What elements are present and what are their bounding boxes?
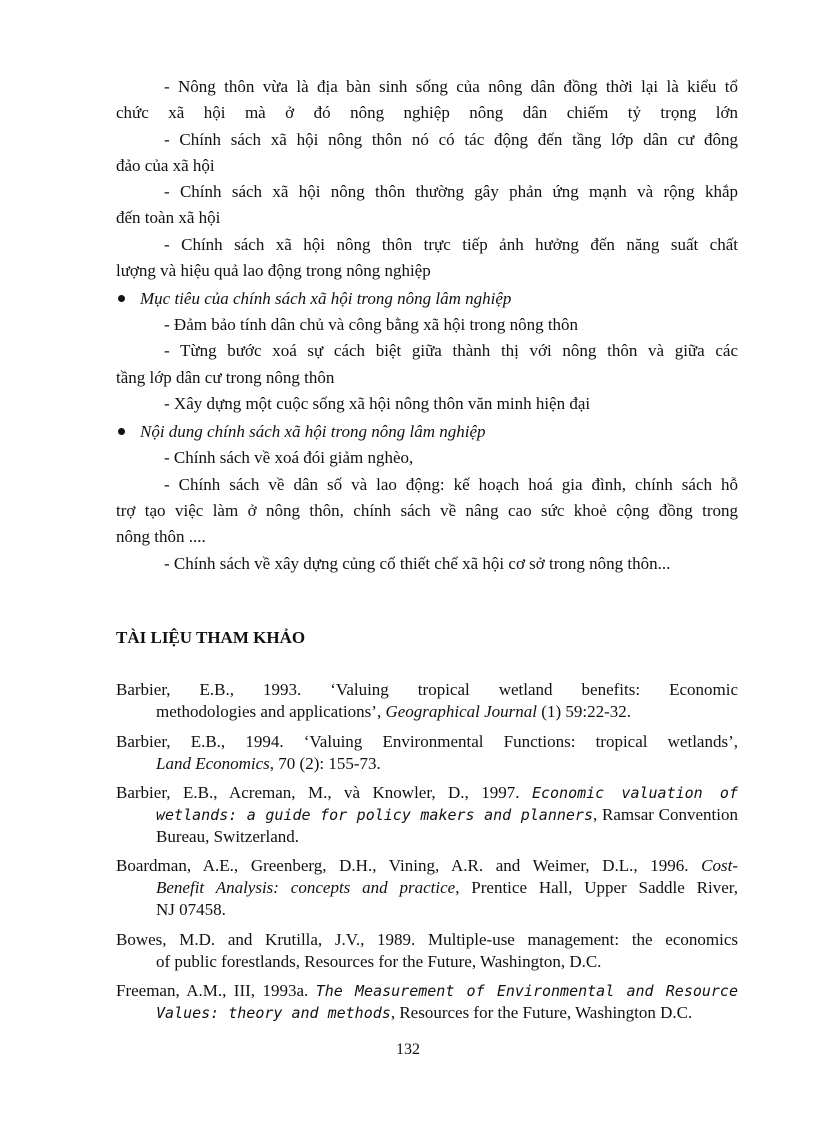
bullet-icon (118, 428, 125, 435)
paragraph-line: - Chính sách về xây dựng củng cố thiết chế xã hội cơ sở trong nông thôn... (164, 554, 671, 573)
reference-line: Barbier, E.B., Acreman, M., và Knowler, D., 1997. Economic valuation of (116, 783, 738, 802)
paragraph-line: - Xây dựng một cuộc sống xã hội nông thôn văn minh hiện đại (164, 394, 591, 413)
paragraph-line: - Chính sách về xoá đói giảm nghèo, (164, 448, 414, 467)
bullet-text: Mục tiêu của chính sách xã hội trong nông lâm nghiệp (140, 289, 512, 308)
reference-line: methodologies and applications’, Geographical Journal (1) 59:22-32. (156, 702, 631, 721)
reference-line: Barbier, E.B., 1993. ‘Valuing tropical wetland benefits: Economic (116, 680, 738, 699)
paragraph-line: tầng lớp dân cư trong nông thôn (116, 368, 335, 387)
reference-line: wetlands: a guide for policy makers and planners, Ramsar Convention (156, 805, 738, 824)
references-heading: TÀI LIỆU THAM KHẢO (116, 628, 306, 647)
reference-line: Benefit Analysis: concepts and practice, Prentice Hall, Upper Saddle River, (156, 878, 738, 897)
bullet-icon (118, 295, 125, 302)
reference-line: of public forestlands, Resources for the Future, Washington, D.C. (156, 952, 602, 971)
reference-line: Barbier, E.B., 1994. ‘Valuing Environmental Functions: tropical wetlands’, (116, 732, 738, 751)
bullet-text: Nội dung chính sách xã hội trong nông lâm nghiệp (140, 422, 486, 441)
reference-line: Bowes, M.D. and Krutilla, J.V., 1989. Multiple-use management: the economics (116, 930, 738, 949)
paragraph-line: - Chính sách xã hội nông thôn nó có tác động đến tầng lớp dân cư đông (164, 130, 738, 149)
reference-line: Boardman, A.E., Greenberg, D.H., Vining, A.R. and Weimer, D.L., 1996. Cost- (116, 856, 738, 875)
paragraph-line: trợ tạo việc làm ở nông thôn, chính sách về nâng cao sức khoẻ cộng đồng trong (116, 501, 738, 520)
paragraph-line: đảo của xã hội (116, 156, 215, 175)
paragraph-line: nông thôn .... (116, 527, 206, 546)
reference-line: Freeman, A.M., III, 1993a. The Measurement of Environmental and Resource (116, 981, 738, 1000)
reference-line: Bureau, Switzerland. (156, 827, 300, 846)
reference-line: NJ 07458. (156, 900, 226, 919)
paragraph-line: - Chính sách về dân số và lao động: kế hoạch hoá gia đình, chính sách hỗ (164, 475, 738, 494)
paragraph-line: chức xã hội mà ở đó nông nghiệp nông dân chiếm tỷ trọng lớn (116, 103, 738, 122)
paragraph-line: - Từng bước xoá sự cách biệt giữa thành thị với nông thôn và giữa các (164, 341, 738, 360)
paragraph-line: - Đảm bảo tính dân chủ và công bằng xã hội trong nông thôn (164, 315, 579, 334)
page-number: 132 (396, 1041, 420, 1058)
reference-line: Land Economics, 70 (2): 155-73. (156, 754, 381, 773)
paragraph-line: - Chính sách xã hội nông thôn thường gây phản ứng mạnh và rộng khắp (164, 182, 738, 201)
paragraph-line: - Nông thôn vừa là địa bàn sinh sống của nông dân đồng thời lại là kiểu tổ (164, 77, 738, 96)
paragraph-line: - Chính sách xã hội nông thôn trực tiếp ảnh hưởng đến năng suất chất (164, 235, 738, 254)
paragraph-line: lượng và hiệu quả lao động trong nông nghiệp (116, 261, 431, 280)
paragraph-line: đến toàn xã hội (116, 208, 221, 227)
reference-line: Values: theory and methods, Resources for the Future, Washington D.C. (156, 1003, 693, 1022)
